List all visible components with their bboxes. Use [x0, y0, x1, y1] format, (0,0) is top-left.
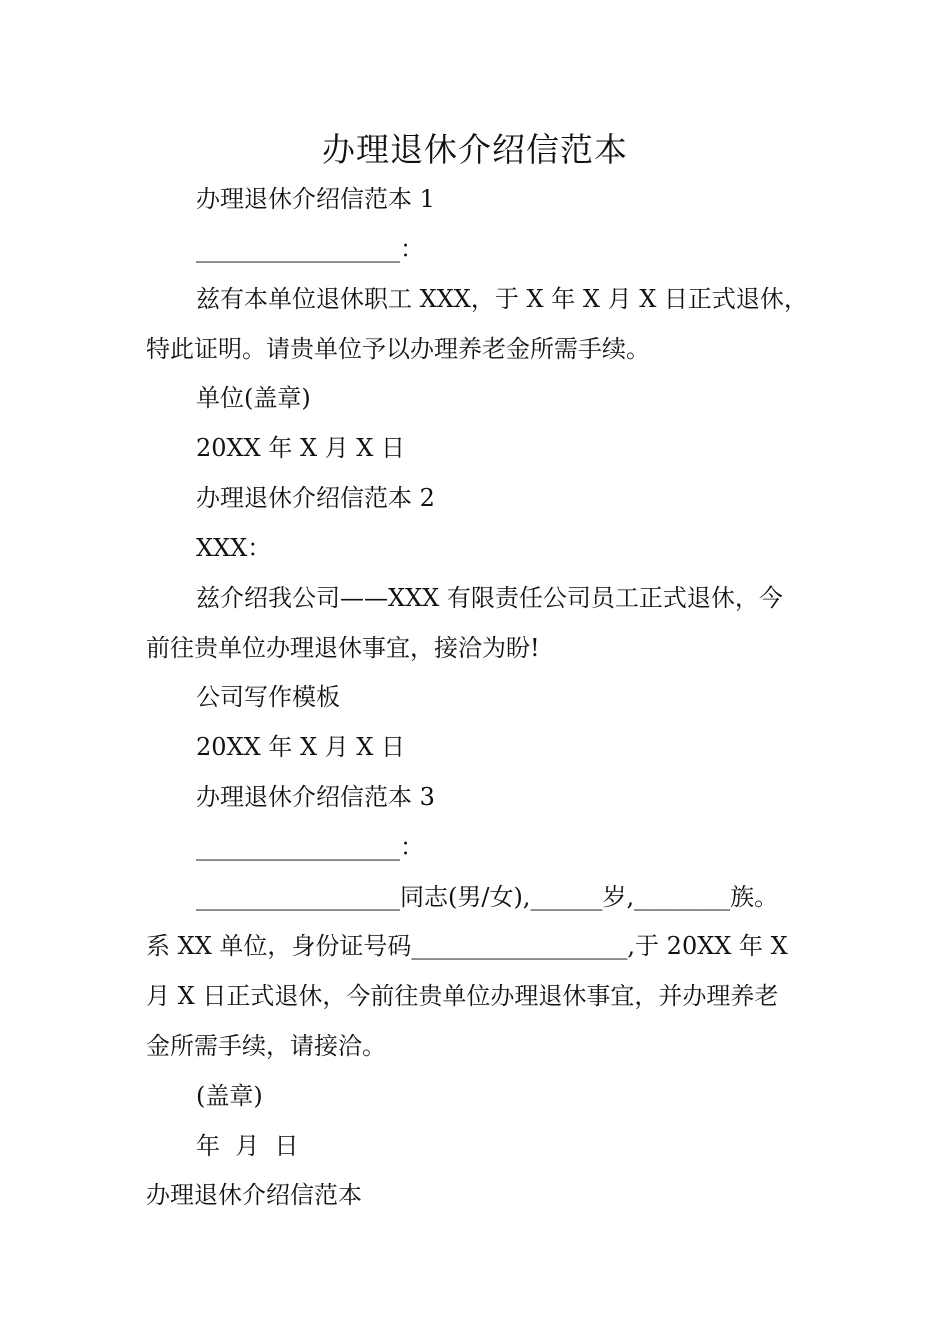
sample-3-addressee-blank: _________________：: [196, 833, 424, 861]
sample-2-date: 20XX 年 X 月 X 日: [196, 733, 406, 761]
sample-3-date: 年 月 日: [196, 1132, 299, 1160]
sample-1-body-line: 特此证明。请贵单位予以办理养老金所需手续。: [146, 335, 650, 363]
sample-1-signature: 单位(盖章): [196, 384, 311, 412]
sample-2-heading: 办理退休介绍信范本 2: [196, 484, 435, 512]
sample-3-body-line: 金所需手续，请接洽。: [146, 1032, 386, 1060]
closing-heading: 办理退休介绍信范本: [146, 1181, 362, 1209]
sample-2-body-line: 兹介绍我公司——XXX 有限责任公司员工正式退休，今: [196, 584, 783, 612]
sample-1-date: 20XX 年 X 月 X 日: [196, 434, 406, 462]
sample-1-heading: 办理退休介绍信范本 1: [196, 185, 435, 213]
sample-2-addressee: XXX：: [196, 534, 272, 562]
sample-3-body-line: 月 X 日正式退休，今前往贵单位办理退休事宜，并办理养老: [146, 982, 779, 1010]
document-title: 办理退休介绍信范本: [322, 130, 628, 169]
sample-3-seal: (盖章): [196, 1082, 263, 1110]
sample-2-signature: 公司写作模板: [196, 683, 340, 711]
sample-2-body-line: 前往贵单位办理退休事宜，接洽为盼!: [146, 634, 540, 662]
sample-3-body-line: _________________同志(男/女),______岁,________族。: [196, 883, 779, 911]
sample-1-addressee-blank: _________________：: [196, 235, 424, 263]
sample-1-body-line: 兹有本单位退休职工 XXX，于 X 年 X 月 X 日正式退休，: [196, 285, 808, 313]
sample-3-body-line: 系 XX 单位，身份证号码__________________,于 20XX 年 X: [146, 932, 788, 960]
sample-3-heading: 办理退休介绍信范本 3: [196, 783, 435, 811]
